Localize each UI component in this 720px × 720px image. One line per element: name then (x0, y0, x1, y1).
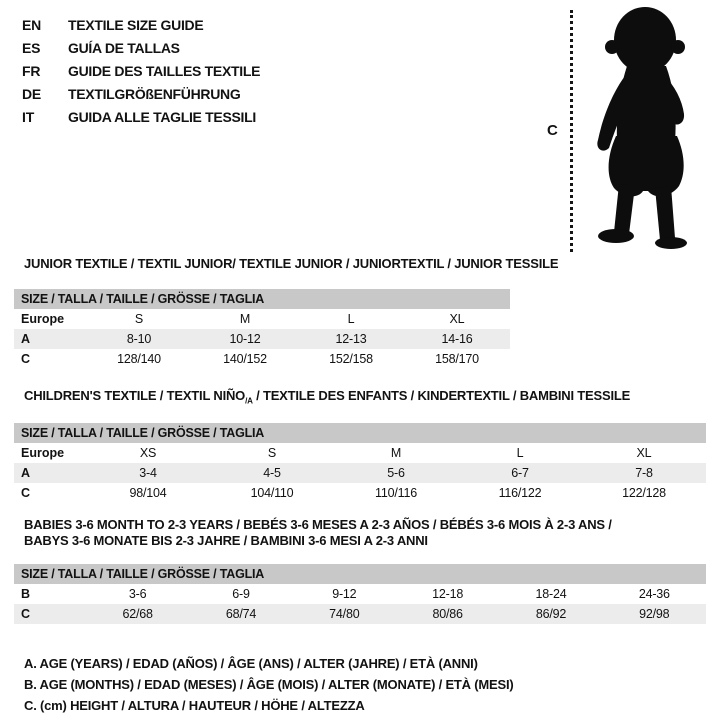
children-title-prefix: CHILDREN'S TEXTILE / TEXTIL NIÑO (24, 388, 246, 403)
table-row-age (14, 463, 706, 483)
junior-size-table (14, 309, 510, 369)
language-code: DE (22, 85, 42, 102)
size-cell: L (516, 445, 524, 460)
row-label: B (21, 586, 31, 601)
size-cell: 158/170 (435, 352, 479, 366)
children-title-sub: /A (245, 396, 253, 406)
babies-section-title-line2: BABYS 3-6 MONATE BIS 2-3 JAHRE / BAMBINI 3-6 MESI A 2-3 ANNI (24, 532, 428, 548)
row-label: A (21, 332, 31, 346)
size-cell: 7-8 (635, 465, 653, 480)
note-line-a: A. AGE (YEARS) / EDAD (AÑOS) / ÂGE (ANS) / ALTER (JAHRE) / ETÀ (ANNI) (24, 655, 478, 671)
language-code: FR (22, 62, 41, 79)
language-title: GUÍA DE TALLAS (68, 39, 180, 56)
table-row-age (14, 329, 510, 349)
size-cell: 8-10 (126, 332, 152, 346)
size-cell: M (390, 445, 402, 460)
size-cell: XL (636, 445, 652, 460)
size-cell: 10-12 (229, 332, 261, 346)
language-title: TEXTILE SIZE GUIDE (68, 16, 204, 33)
size-cell: 62/68 (122, 606, 153, 621)
babies-size-table (14, 584, 706, 624)
size-cell: 9-12 (332, 586, 357, 601)
size-cell: 5-6 (387, 465, 405, 480)
size-cell: 14-16 (441, 332, 473, 346)
children-size-table (14, 443, 706, 503)
size-cell: S (134, 312, 144, 326)
size-cell: 74/80 (329, 606, 360, 621)
language-title: TEXTILGRÖßENFÜHRUNG (68, 85, 241, 102)
size-cell: XL (449, 312, 465, 326)
junior-section-title: JUNIOR TEXTILE / TEXTIL JUNIOR/ TEXTILE JUNIOR / JUNIORTEXTIL / JUNIOR TESSILE (24, 256, 559, 271)
size-cell: 98/104 (129, 485, 167, 500)
language-title: GUIDE DES TAILLES TEXTILE (68, 62, 261, 79)
junior-section (14, 256, 706, 369)
size-cell: 12-13 (335, 332, 367, 346)
table-row-height (14, 604, 706, 624)
table-row-europe (14, 309, 510, 329)
table-row-europe (14, 443, 706, 463)
size-cell: 152/158 (329, 352, 373, 366)
children-section (14, 388, 706, 503)
size-cell: 18-24 (535, 586, 567, 601)
size-cell: 116/122 (498, 485, 542, 500)
language-title: GUIDA ALLE TAGLIE TESSILI (68, 108, 256, 125)
row-label: Europe (21, 445, 65, 460)
size-guide-content (14, 0, 706, 716)
size-cell: 12-18 (432, 586, 464, 601)
row-label: C (21, 485, 31, 500)
row-label: Europe (21, 312, 65, 326)
size-cell: 6-9 (232, 586, 250, 601)
size-cell: 86/92 (535, 606, 567, 621)
legend-notes (24, 653, 706, 716)
babies-section (14, 517, 706, 624)
language-code: EN (22, 16, 42, 33)
size-cell: 4-5 (263, 465, 281, 480)
table-row-months (14, 584, 706, 604)
size-cell: 3-6 (128, 586, 147, 601)
size-cell: 24-36 (638, 586, 670, 601)
size-cell: 128/140 (117, 352, 161, 366)
row-label: C (21, 606, 31, 621)
junior-size-header-bar: SIZE / TALLA / TAILLE / GRÖSSE / TAGLIA (14, 289, 510, 309)
size-cell: 3-4 (139, 465, 157, 480)
table-row-height (14, 483, 706, 503)
note-line-c: C. (cm) HEIGHT / ALTURA / HAUTEUR / HÖHE / ALTEZZA (24, 697, 365, 713)
size-cell: 140/152 (223, 352, 267, 366)
size-cell: 6-7 (511, 465, 529, 480)
language-code: IT (22, 108, 35, 125)
note-line-b: B. AGE (MONTHS) / EDAD (MESES) / ÂGE (MOIS) / ALTER (MONATE) / ETÀ (MESI) (24, 676, 514, 692)
table-row-height (14, 349, 510, 369)
row-label: C (21, 352, 31, 366)
babies-section-title-line1: BABIES 3-6 MONTH TO 2-3 YEARS / BEBÉS 3-6 MESES A 2-3 AÑOS / BÉBÉS 3-6 MOIS À 2-3 ANS / (24, 516, 612, 532)
children-title-suffix: / TEXTILE DES ENFANTS / KINDERTEXTIL / BAMBINI TESSILE (252, 388, 631, 403)
size-cell: 122/128 (622, 485, 666, 500)
language-code: ES (22, 39, 41, 56)
size-cell: 104/110 (250, 485, 294, 500)
size-cell: 80/86 (432, 606, 463, 621)
size-cell: 110/116 (375, 485, 417, 500)
figure-c-label: C (547, 122, 558, 139)
babies-size-header-bar: SIZE / TALLA / TAILLE / GRÖSSE / TAGLIA (14, 564, 706, 584)
size-cell: S (267, 445, 277, 460)
size-cell: XS (139, 445, 157, 460)
size-cell: 92/98 (639, 606, 670, 621)
children-section-title (24, 388, 706, 410)
size-cell: M (239, 312, 251, 326)
size-cell: 68/74 (225, 606, 257, 621)
row-label: A (21, 465, 31, 480)
size-cell: L (347, 312, 355, 326)
children-size-header-bar: SIZE / TALLA / TAILLE / GRÖSSE / TAGLIA (14, 423, 706, 443)
